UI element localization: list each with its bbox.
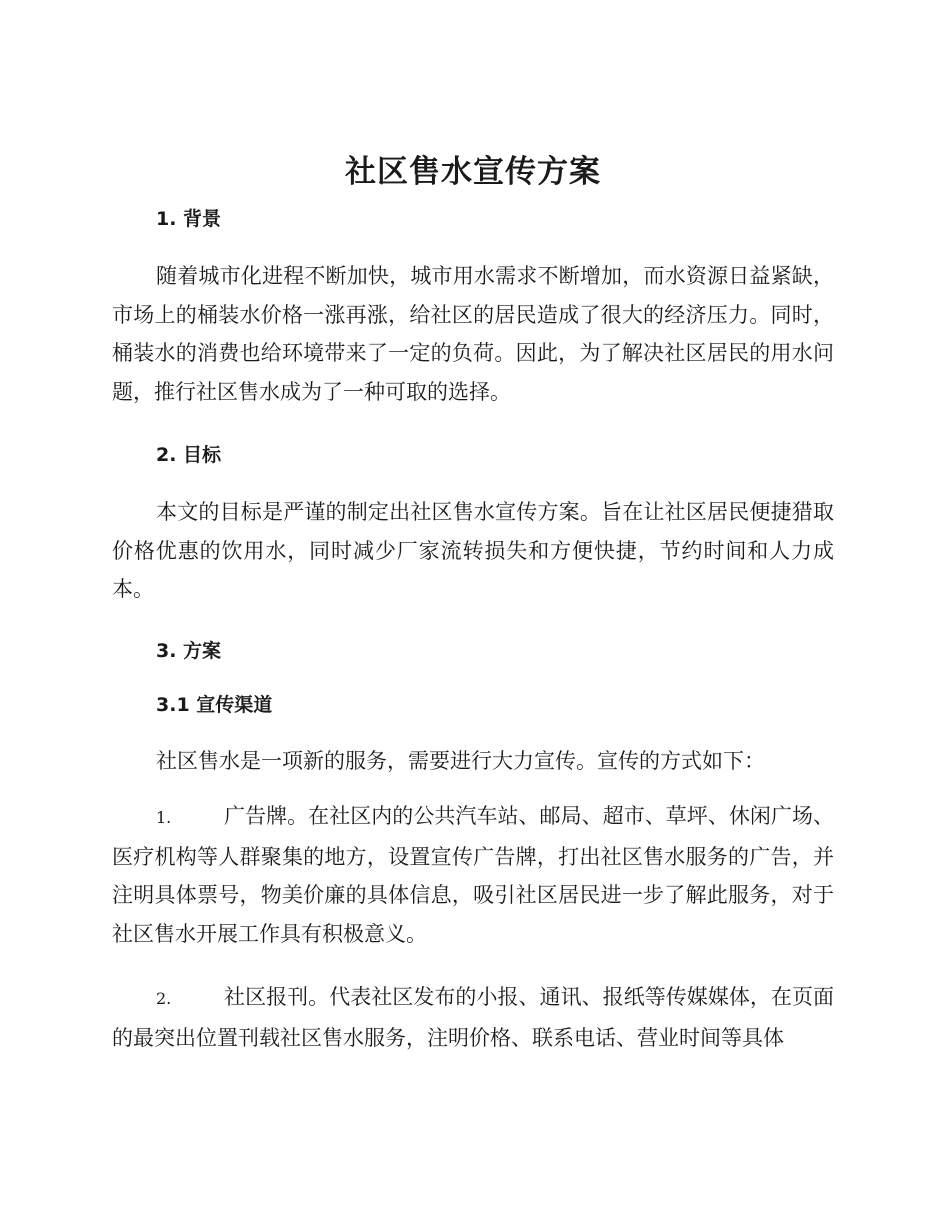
paragraph-channels-intro: 社区售水是一项新的服务，需要进行大力宣传。宣传的方式如下： bbox=[156, 749, 765, 773]
list-item-text: 广告牌。在社区内的公共汽车站、邮局、超市、草坪、休闲广场、医疗机构等人群聚集的地方，设置宣传广告牌，打出社区售水服务的广告，并注明具体票号，物美价廉的具体信息，吸引社区居民进一步了解此服务，对于社区售水开展工作具有积极意义。 bbox=[112, 804, 834, 946]
section-heading-goal: 2. 目标 bbox=[156, 444, 222, 466]
paragraph-background: 随着城市化进程不断加快，城市用水需求不断增加，而水资源日益紧缺，市场上的桶装水价格一涨再涨，给社区的居民造成了很大的经济压力。同时，桶装水的消费也给环境带来了一定的负荷。因此，为了解决社区居民的用水问题，推行社区售水成为了一种可取的选择。 bbox=[112, 264, 834, 404]
section-heading-plan: 3. 方案 bbox=[156, 640, 222, 662]
paragraph-goal: 本文的目标是严谨的制定出社区售水宣传方案。旨在让社区居民便捷猎取价格优惠的饮用水，同时减少厂家流转损失和方便快捷，节约时间和人力成本。 bbox=[112, 500, 834, 601]
section-heading-channels: 3.1 宣传渠道 bbox=[156, 694, 273, 716]
list-item-number: 2. bbox=[156, 989, 172, 1008]
list-item bbox=[112, 978, 834, 1057]
list-item bbox=[112, 797, 834, 953]
list-item-text: 社区报刊。代表社区发布的小报、通讯、报纸等传媒媒体，在页面的最突出位置刊载社区售水服务，注明价格、联系电话、营业时间等具体 bbox=[112, 985, 834, 1050]
document-title: 社区售水宣传方案 bbox=[345, 154, 601, 190]
list-item-number: 1. bbox=[156, 808, 172, 827]
section-heading-background: 1. 背景 bbox=[156, 208, 222, 230]
